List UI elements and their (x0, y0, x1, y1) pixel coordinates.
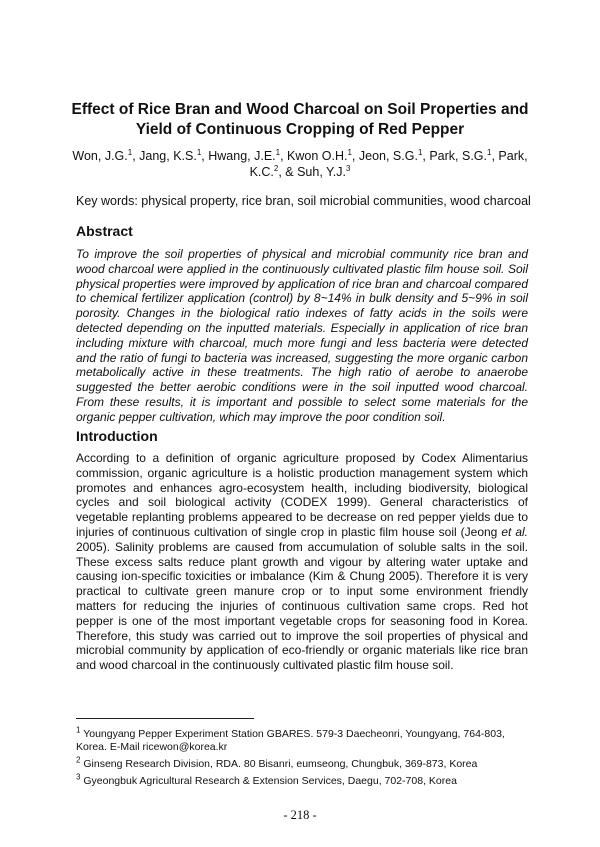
page-number: - 218 - (283, 808, 317, 822)
footnotes (76, 725, 536, 792)
author: Jang, K.S.$^1$, (139, 147, 209, 163)
author: Suh, Y.J.$^3$ (297, 163, 351, 179)
italic-citation: et al. (501, 524, 528, 539)
author: Jeon, S.G.$^1$, (358, 147, 430, 163)
author: Won, J.G.$^1$, (72, 147, 140, 163)
author: Park, S.G.$^1$, (429, 147, 499, 163)
paper-title: Effect of Rice Bran and Wood Charcoal on Soil Properties and Yield of Continuous Cropping of Red Pepper (71, 101, 529, 138)
author-list (60, 148, 540, 180)
footnote: $^2$ Ginseng Research Division, RDA. 80 Bisanri, eumseong, Chungbuk, 369-873, Korea (76, 755, 478, 770)
author: Park, K.C.$^2$, & (249, 149, 528, 179)
footnote-divider (76, 718, 254, 719)
footnote: $^1$ Youngyang Pepper Experiment Station GBARES. 579-3 Daecheonri, Youngyang, 764-803, Korea. E-Mail ricewon@korea.kr (76, 725, 505, 753)
author: Kwon O.H.$^1$, (287, 147, 359, 163)
abstract-text: To improve the soil properties of physical and microbial community rice bran and wood charcoal were applied in the continuously cultivated plastic film house soil. Soil physical properties were improved by application of rice bran and charcoal compared to chemical fertilizer application (control) by 8~14% in bulk density and 5~9% in soil porosity. Changes in the biological ratio indexes of fatty acids in the soils were detected depending on the inputted materials. Especially in application of rice bran including mixture with charcoal, much more fungi and less bacteria were detected and the ratio of fungi to bacteria was increased, suggesting the more organic carbon metabolically active in these treatments. The high ratio of aerobe to anaerobe suggested the better aerobic conditions were in the soil inputted wood charcoal. From these results, it is important and possible to select some materials for the organic pepper cultivation, which may improve the poor condition soil. (76, 247, 528, 424)
introduction-text: According to a definition of organic agriculture proposed by Codex Alimentarius commission, organic agriculture is a holistic production management system which promotes and enhances agro-ecosystem health, including biodiversity, biological cycles and soil biological activity (CODEX 1999). General characteristics of vegetable replanting problems appeared to be decrease on red pepper yields due to injuries of continuous cultivation of single crop in plastic film house soil (Jeong et al. 2005). Salinity problems are caused from accumulation of soluble salts in the soil. These excess salts reduce plant growth and vigour by altering water uptake and causing ion-specific toxicities or imbalance (Kim & Chung 2005). Therefore it is very practical to cultivate green manure crop or to input some environment friendly matters for reducing the injuries of continuous cultivation same crops. Red hot pepper is one of the most important vegetable crops for seasoning food in Korea. Therefore, this study was carried out to improve the soil properties of physical and microbial community by application of eco-friendly or organic materials like rice bran and wood charcoal in the continuously cultivated plastic film house soil. (76, 451, 528, 673)
introduction-heading: Introduction (76, 428, 158, 444)
footnote: $^3$ Gyeongbuk Agricultural Research & Extension Services, Daegu, 702-708, Korea (76, 772, 457, 787)
abstract-heading: Abstract (76, 223, 133, 239)
keywords: Key words: physical property, rice bran, soil microbial communities, wood charcoal (76, 194, 531, 208)
author: Hwang, J.E.$^1$, (208, 147, 288, 163)
